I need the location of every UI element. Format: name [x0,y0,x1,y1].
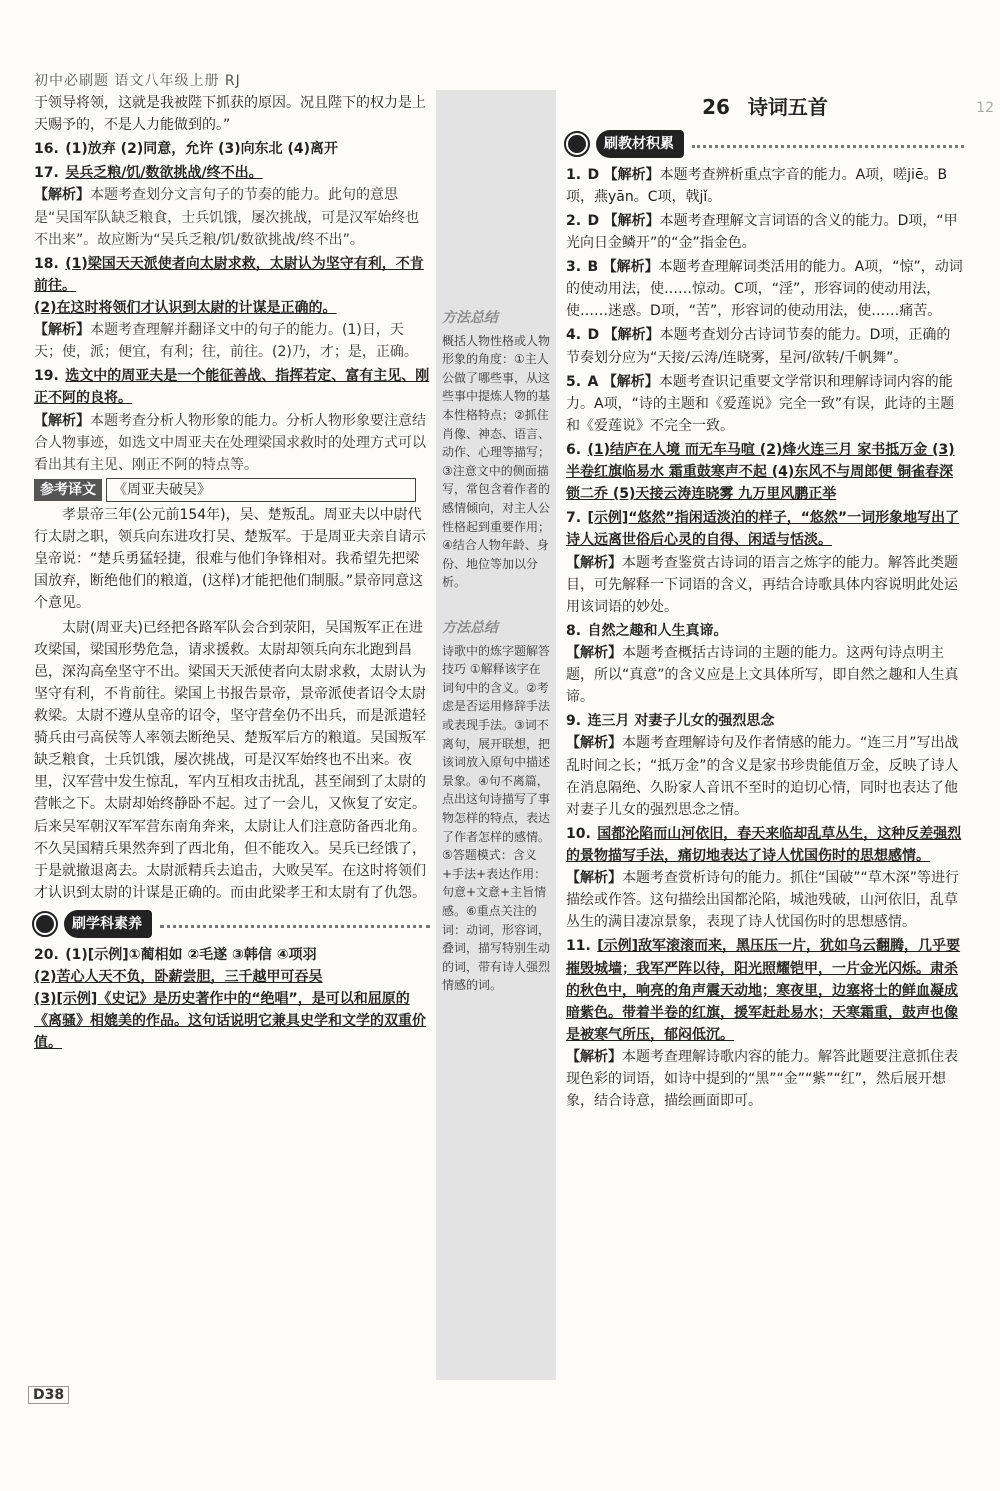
r-q11-ans: [示例]敌军滚滚而来，黑压压一片，犹如乌云翻腾，几乎要摧毁城墙；我军严阵以待，阳光照耀铠甲，一片金光闪烁。肃杀的秋色中，响亮的角声震天动地；寒夜里，边塞将士的鲜血凝成暗紫色。带着半卷的红旗，援军赶赴易水；天寒霜重，鼓声也像是被寒气所压，郁闷低沉。 [566,938,961,1043]
r-q4-num: 4. [566,327,582,344]
q18-label: 【解析】 [34,322,90,339]
r-q10-label: 【解析】 [566,870,622,887]
r-q7-num: 7. [566,510,582,527]
r-q4-ans: D [587,327,600,344]
method-sidebar [436,90,556,1380]
r-q6-num: 6. [566,442,582,459]
q16 [34,138,430,160]
section-head-literacy [34,910,430,938]
method-box-1-title: 方法总结 [442,310,498,326]
method-box-2-text: 诗歌中的炼字题解答技巧 ①解释该字在词句中的含义。②考虑是否运用修辞手法或表现手法。③词不离句，展开联想，把该词放入原句中描述景象。④句不离篇，点出这句诗描写了事物怎样的特点，表达了作者怎样的感情。⑤答题模式：含义+手法+表达作用：句意+文意+主旨情感。⑥重点关注的词：动词，形容词，叠词，描写特别生动的词，带有诗人强烈情感的词。 [442,643,551,993]
r-q9-ans: 连三月 对妻子儿女的强烈思念 [587,713,775,730]
r-q5-ans: A [587,373,599,390]
r-q2 [566,210,964,254]
ref-head: 参考译文 [34,479,102,501]
section-literacy-title: 刷学科素养 [64,910,152,938]
method-box-1-text: 概括人物性格或人物形象的角度：①主人公做了哪些事，从这些事中提炼人物的基本性格特点；②抓住肖像、神态、语言、动作、心理等描写；③注意文中的侧面描写，常包含着作者的感情倾向，对主人公性格起到重要作用；④结合人物年龄、身份、地位等加以分析。 [442,333,551,590]
r-q9-label: 【解析】 [566,735,622,752]
q18-a1: (1)梁国天天派使者向太尉求救，太尉认为坚守有利，不肯前往。 [34,255,424,294]
q20-a1: (1)[示例]①蔺相如 ②毛遂 ③韩信 ④项羽 [65,947,317,964]
dotted-divider [692,140,964,148]
brush-icon [566,133,588,155]
q18 [34,253,430,364]
r-q5-label: 【解析】 [602,373,659,390]
reference-header [34,478,430,502]
r-q6 [566,439,964,505]
q18-analysis: 本题考查理解并翻译文中的句子的能力。(1)日，天天；使，派；便宜，有利；往，前往。(2)乃，才；是，正确。 [34,322,418,361]
lesson-name: 诗词五首 [747,95,828,119]
r-q10-text: 本题考查赏析诗句的能力。抓住“国破”“草木深”等进行描绘或作答。这句描绘出国都沦陷，城池残破，山河依旧，乱草丛生的满目凄凉景象，表现了诗人忧国伤时的思想感情。 [566,870,960,931]
q20 [34,944,430,1055]
r-q10-num: 10. [566,825,591,842]
r-q4-text: 本题考查划分古诗词节奏的能力。D项，正确的节奏划分应为“天接/云涛/连晓雾，星河/欲转/千帆舞”。 [566,327,951,366]
q17-num: 17. [34,165,59,182]
r-q5-num: 5. [566,373,582,390]
q19-answer: 选文中的周亚夫是一个能征善战、指挥若定、富有主见、刚正不阿的良将。 [34,368,430,407]
r-q8 [566,620,964,708]
r-q3-text: 本题考查理解词类活用的能力。A项，“惊”，动词的使动用法，使……惊动。C项，“淫”，形容词的使动用法，使……迷惑。D项，“苦”，形容词的使动用法，使……痛苦。 [566,259,963,320]
r-q4 [566,324,964,368]
page-number: D38 [28,1386,69,1404]
q17-answer: 吴兵乏粮/饥/数欲挑战/终不出。 [65,165,263,182]
r-q2-num: 2. [566,212,582,229]
r-q11 [566,935,964,1112]
r-q4-label: 【解析】 [603,327,660,344]
r-q3-num: 3. [566,259,582,276]
q17-label: 【解析】 [34,187,90,204]
lesson-number: 26 [702,95,730,119]
q19-label: 【解析】 [34,412,90,429]
corner-mark: 12 [976,100,994,116]
method-box-2-title: 方法总结 [442,620,498,636]
dotted-divider [160,920,430,928]
r-q7-ans: [示例]“悠然”指闲适淡泊的样子，“悠然”一词形象地写出了诗人远离世俗后心灵的自得、闲适与恬淡。 [566,510,960,549]
q16-num: 16. [34,141,59,158]
q20-a2: (2)苦心人天不负，卧薪尝胆，三千越甲可吞吴 [34,969,323,986]
lesson-title [566,92,964,124]
r-q11-label: 【解析】 [566,1048,622,1065]
r-q8-num: 8. [566,622,582,639]
q18-a2: (2)在这时将领们才认识到太尉的计谋是正确的。 [34,299,337,316]
intro-text: 于领导将领，这就是我被陛下抓获的原因。况且陛下的权力是上天赐予的，不是人力能做到的。” [34,95,426,134]
r-q7 [566,507,964,618]
ref-title: 《周亚夫破吴》 [106,478,416,502]
r-q9-text: 本题考查理解诗句及作者情感的能力。“连三月”写出战乱时间之长；“抵万金”的含义是家书珍贵能值万金，反映了诗人在消息隔绝、久盼家人音讯不至时的迫切心情，同时也表达了他对妻子儿女的强烈思念之情。 [566,735,959,818]
r-q10 [566,823,964,934]
method-box-1 [436,300,556,600]
r-q10-ans: 国都沦陷而山河依旧，春天来临却乱草丛生，这种反差强烈的景物描写手法，痛切地表达了诗人忧国伤时的思想感情。 [566,825,962,864]
page-header: 初中必刷题 语文八年级上册 RJ [34,73,241,89]
r-q1 [566,164,964,208]
section-head-textbook [566,130,964,158]
r-q8-ans: 自然之趣和人生真谛。 [587,622,728,639]
r-q2-text: 本题考查理解文言词语的含义的能力。D项，“甲光向日金鳞开”的“金”指金色。 [566,212,958,252]
r-q2-label: 【解析】 [603,212,660,229]
r-q7-text: 本题考查鉴赏古诗词的语言之炼字的能力。解答此类题目，可先解释一下词语的含义，再结合诗歌具体内容说明此处运用该词语的妙处。 [566,554,958,615]
q19-analysis: 本题考查分析人物形象的能力。分析人物形象要注意结合人物事迹，如选文中周亚夫在处理梁国求救时的处理方式可以看出其有主见、刚正不阿的特点等。 [34,412,426,473]
r-q9 [566,710,964,821]
r-q1-label: 【解析】 [603,166,660,183]
q20-a3: (3)[示例]《史记》是历史著作中的“绝唱”，是可以和屈原的《离骚》相媲美的作品。这句话说明它兼具史学和文学的双重价值。 [34,991,426,1052]
r-q3 [566,256,964,322]
r-q5-text: 本题考查识记重要文学常识和理解诗词内容的能力。A项，“诗的主题和《爱莲说》完全一致”有误，此诗的主题和《爱莲说》不完全一致。 [566,373,955,434]
method-box-2 [436,610,556,1003]
left-column [34,92,430,1057]
q19 [34,365,430,476]
q16-text: (1)放弃 (2)同意，允许 (3)向东北 (4)离开 [65,141,339,158]
r-q1-text: 本题考查辨析重点字音的能力。A项，嗟jiē。B项，燕yān。C项，戟jǐ。 [566,166,948,205]
q19-num: 19. [34,368,59,385]
translation-para-2: 太尉(周亚夫)已经把各路军队会合到荥阳，吴国叛军正在进攻梁国，梁国形势危急，请求援救。太尉却领兵向东北跑到昌邑，深沟高垒坚守不出。梁国天天派使者向太尉求救，太尉认为坚守有利，不肯前往。梁国上书报告景帝，景帝派使者诏令太尉救梁。太尉不遵从皇帝的诏令，坚守营垒仍不出兵，而是派遣轻骑兵由弓高侯等人率领去断绝吴、楚叛军后方的粮道。吴国叛军缺乏粮食，士兵饥饿，屡次挑战，可是汉军始终也不出来。夜里，汉军营中发生惊乱，军内互相攻击扰乱，甚至闹到了太尉的营帐之下。太尉却始终静卧不起。过了一会儿，又恢复了安定。后来吴军朝汉军军营东南角奔来，太尉让人们注意防备西北角。不久吴国精兵果然奔到了西北角，但不能攻入。吴兵已经饿了，于是就撤退离去。太尉派精兵去追击，大败吴军。在这时将领们才认识到太尉的计谋是正确的。而由此梁孝王和太尉有了仇怨。 [34,619,426,901]
r-q11-text: 本题考查理解诗歌内容的能力。解答此题要注意抓住表现色彩的词语，如诗中提到的“黑”“金”“紫”“红”，然后展开想象，结合诗意，描绘画面即可。 [566,1048,958,1110]
r-q9-num: 9. [566,713,582,730]
r-q5 [566,371,964,437]
brush-icon [34,913,56,935]
right-column [566,92,964,1114]
r-q3-label: 【解析】 [602,259,659,276]
q17-analysis: 本题考查划分文言句子的节奏的能力。此句的意思是“吴国军队缺乏粮食，士兵饥饿，屡次挑战，可是汉军始终也不出来”。故应断为“吴兵乏粮/饥/数欲挑战/终不出”。 [34,187,420,248]
q18-num: 18. [34,255,59,272]
r-q2-ans: D [587,212,600,229]
translation-para-1: 孝景帝三年(公元前154年)，吴、楚叛乱。周亚夫以中尉代行太尉之职，领兵向东进攻打吴、楚叛军。于是周亚夫亲自请示皇帝说：“楚兵勇猛轻捷，很难与他们争锋相对。我希望先把梁国放弃，断绝他们的粮道，(这样)才能把他们制服。”景帝同意这个意见。 [34,506,426,612]
r-q1-num: 1. [566,166,582,183]
q17 [34,162,430,250]
r-q11-num: 11. [566,938,591,955]
r-q3-ans: B [587,259,599,276]
q20-num: 20. [34,947,59,964]
r-q6-text: (1)结庐在人境 而无车马喧 (2)烽火连三月 家书抵万金 (3)半卷红旗临易水 霜重鼓寒声不起 (4)东风不与周郎便 铜雀春深锁二乔 (5)天接云涛连晓雾 九万里风鹏正举 [566,442,955,503]
r-q8-label: 【解析】 [566,645,622,661]
r-q8-text: 本题考查概括古诗词的主题的能力。这两句诗点明主题，所以“真意”的含义应是上文具体所写，即自然之趣和人生真谛。 [566,645,959,706]
r-q7-label: 【解析】 [566,554,622,571]
section-textbook-title: 刷教材积累 [596,130,684,158]
r-q1-ans: D [587,166,600,183]
